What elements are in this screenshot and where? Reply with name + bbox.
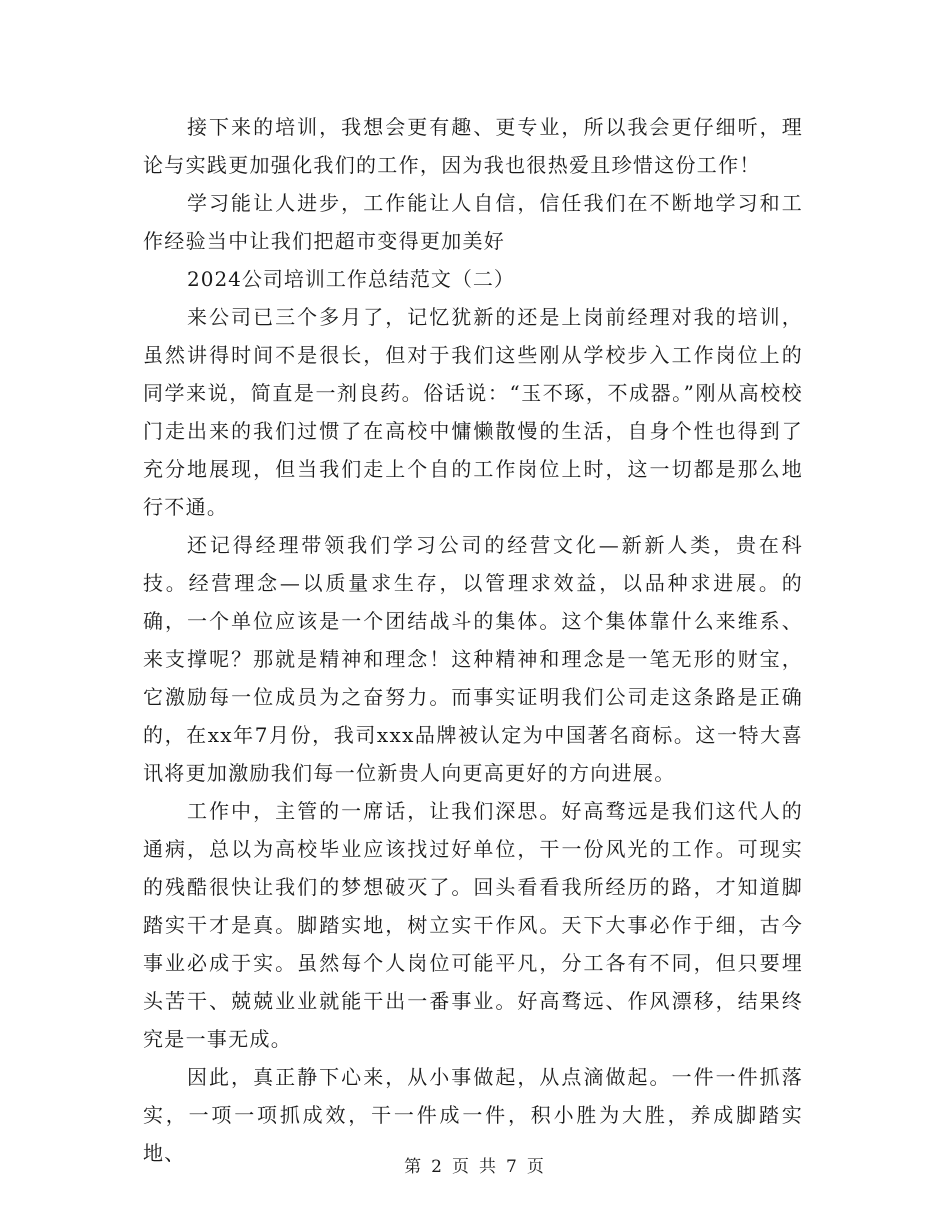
section-paragraph-1: 来公司已三个多月了，记忆犹新的还是上岗前经理对我的培训，虽然讲得时间不是很长，但对于我们这些刚从学校步入工作岗位上的同学来说，简直是一剂良药。俗话说：“玉不琢，不成器。”刚从高校校门走出来的我们过惯了在高校中慵懒散慢的生活，自身个性也得到了充分地展现，但当我们走上个自的工作岗位上时，这一切都是那么地行不通。 — [143, 305, 803, 519]
footer-total-pages: 7 — [506, 1157, 519, 1177]
paragraph-2: 学习能让人进步，工作能让人自信，信任我们在不断地学习和工作经验当中让我们把超市变得更加美好 — [143, 191, 803, 253]
footer-total-word: 共 — [479, 1157, 498, 1177]
section-paragraph-2: 还记得经理带领我们学习公司的经营文化—新新人类，贵在科技。经营理念—以质量求生存，以管理求效益，以品种求进展。的确，一个单位应该是一个团结战斗的集体。这个集体靠什么来维系、来支撑呢？那就是精神和理念！这种精神和理念是一笔无形的财宝，它激励每一位成员为之奋努力。而事实证明我们公司走这条路是正确的，在xx年7月份，我司xxx品牌被认定为中国著名商标。这一特大喜讯将更加激励我们每一位新贵人向更高更好的方向进展。 — [143, 533, 803, 785]
section-paragraph-4: 因此，真正静下心来，从小事做起，从点滴做起。一件一件抓落实，一项一项抓成效，干一件成一件，积小胜为大胜，养成脚踏实地、 — [143, 1065, 803, 1165]
footer-page-word: 页 — [452, 1157, 471, 1177]
footer-prefix: 第 — [404, 1157, 424, 1177]
page-footer — [0, 1152, 950, 1177]
section-paragraph-3: 工作中，主管的一席话，让我们深思。好高骛远是我们这代人的通病，总以为高校毕业应该找过好单位，干一份风光的工作。可现实的残酷很快让我们的梦想破灭了。回头看看我所经历的路，才知道脚踏实干才是真。脚踏实地，树立实干作风。天下大事必作于细，古今事业必成于实。虽然每个人岗位可能平凡，分工各有不同，但只要埋头苦干、兢兢业业就能干出一番事业。好高骛远、作风漂移，结果终究是一事无成。 — [143, 799, 803, 1051]
paragraph-1: 接下来的培训，我想会更有趣、更专业，所以我会更仔细听，理论与实践更加强化我们的工作，因为我也很热爱且珍惜这份工作！ — [143, 115, 803, 177]
footer-current-page: 2 — [431, 1157, 444, 1177]
document-body — [143, 108, 803, 1172]
footer-suffix: 页 — [526, 1157, 546, 1177]
section-title: 2024公司培训工作总结范文（二） — [187, 267, 515, 291]
